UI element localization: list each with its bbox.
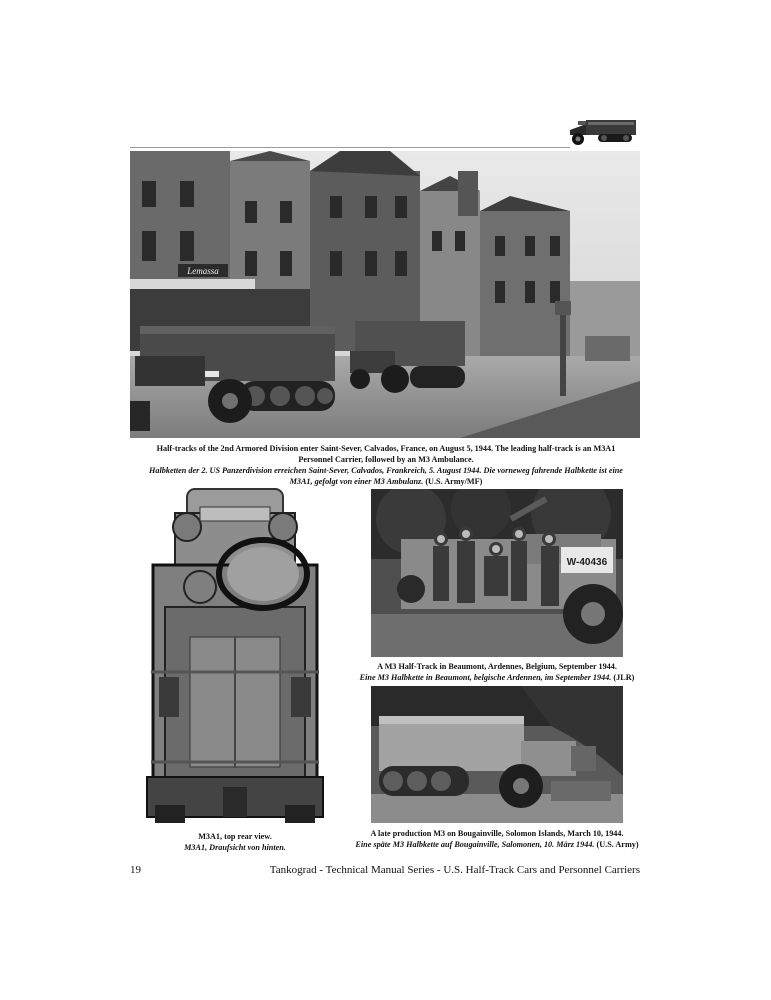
- page-number: 19: [130, 864, 141, 876]
- main-photo: [130, 151, 640, 438]
- halftrack-logo-icon: [568, 112, 640, 148]
- bougainville-caption: [355, 828, 639, 850]
- bougainville-caption-en: A late production M3 on Bougainville, Solomon Islands, March 10, 1944.: [370, 829, 624, 838]
- top-view-caption: [145, 831, 325, 853]
- main-photo-caption: [140, 443, 632, 487]
- beaumont-photo: [371, 489, 623, 657]
- vehicle-number: W-40436: [566, 557, 608, 568]
- top-view-caption-en: M3A1, top rear view.: [198, 832, 272, 841]
- bougainville-caption-credit: (U.S. Army): [596, 840, 639, 849]
- beaumont-caption-credit: (JLR): [613, 673, 635, 682]
- shop-sign: Lemassa: [187, 266, 219, 276]
- header-rule: [130, 147, 570, 148]
- top-view-photo: [145, 487, 325, 828]
- beaumont-caption: [355, 661, 639, 683]
- bougainville-photo: [371, 686, 623, 823]
- beaumont-caption-de: Eine M3 Halbkette in Beaumont, belgische Ardennen, im September 1944.: [359, 673, 612, 682]
- bougainville-caption-de: Eine späte M3 Halbkette auf Bougainville, Salomonen, 10. März 1944.: [355, 840, 595, 849]
- main-caption-credit: (U.S. Army/MF): [425, 477, 483, 486]
- main-caption-en: Half-tracks of the 2nd Armored Division enter Saint-Sever, Calvados, France, on August 5, 1944. The leading half-track is an M3A1 Personnel Carrier, followed by an M3 Ambulance.: [156, 444, 616, 464]
- top-view-caption-de: M3A1, Draufsicht von hinten.: [184, 843, 286, 852]
- main-caption-de: Halbketten der 2. US Panzerdivision erreichen Saint-Sever, Calvados, Frankreich, 5. August 1944. Die vorneweg fahrende Halbkette ist eine M3A1, gefolgt von einer M3 Ambulanz.: [149, 466, 623, 486]
- footer-title: Tankograd - Technical Manual Series - U.S. Half-Track Cars and Personnel Carriers: [269, 864, 640, 876]
- beaumont-caption-en: A M3 Half-Track in Beaumont, Ardennes, Belgium, September 1944.: [377, 662, 617, 671]
